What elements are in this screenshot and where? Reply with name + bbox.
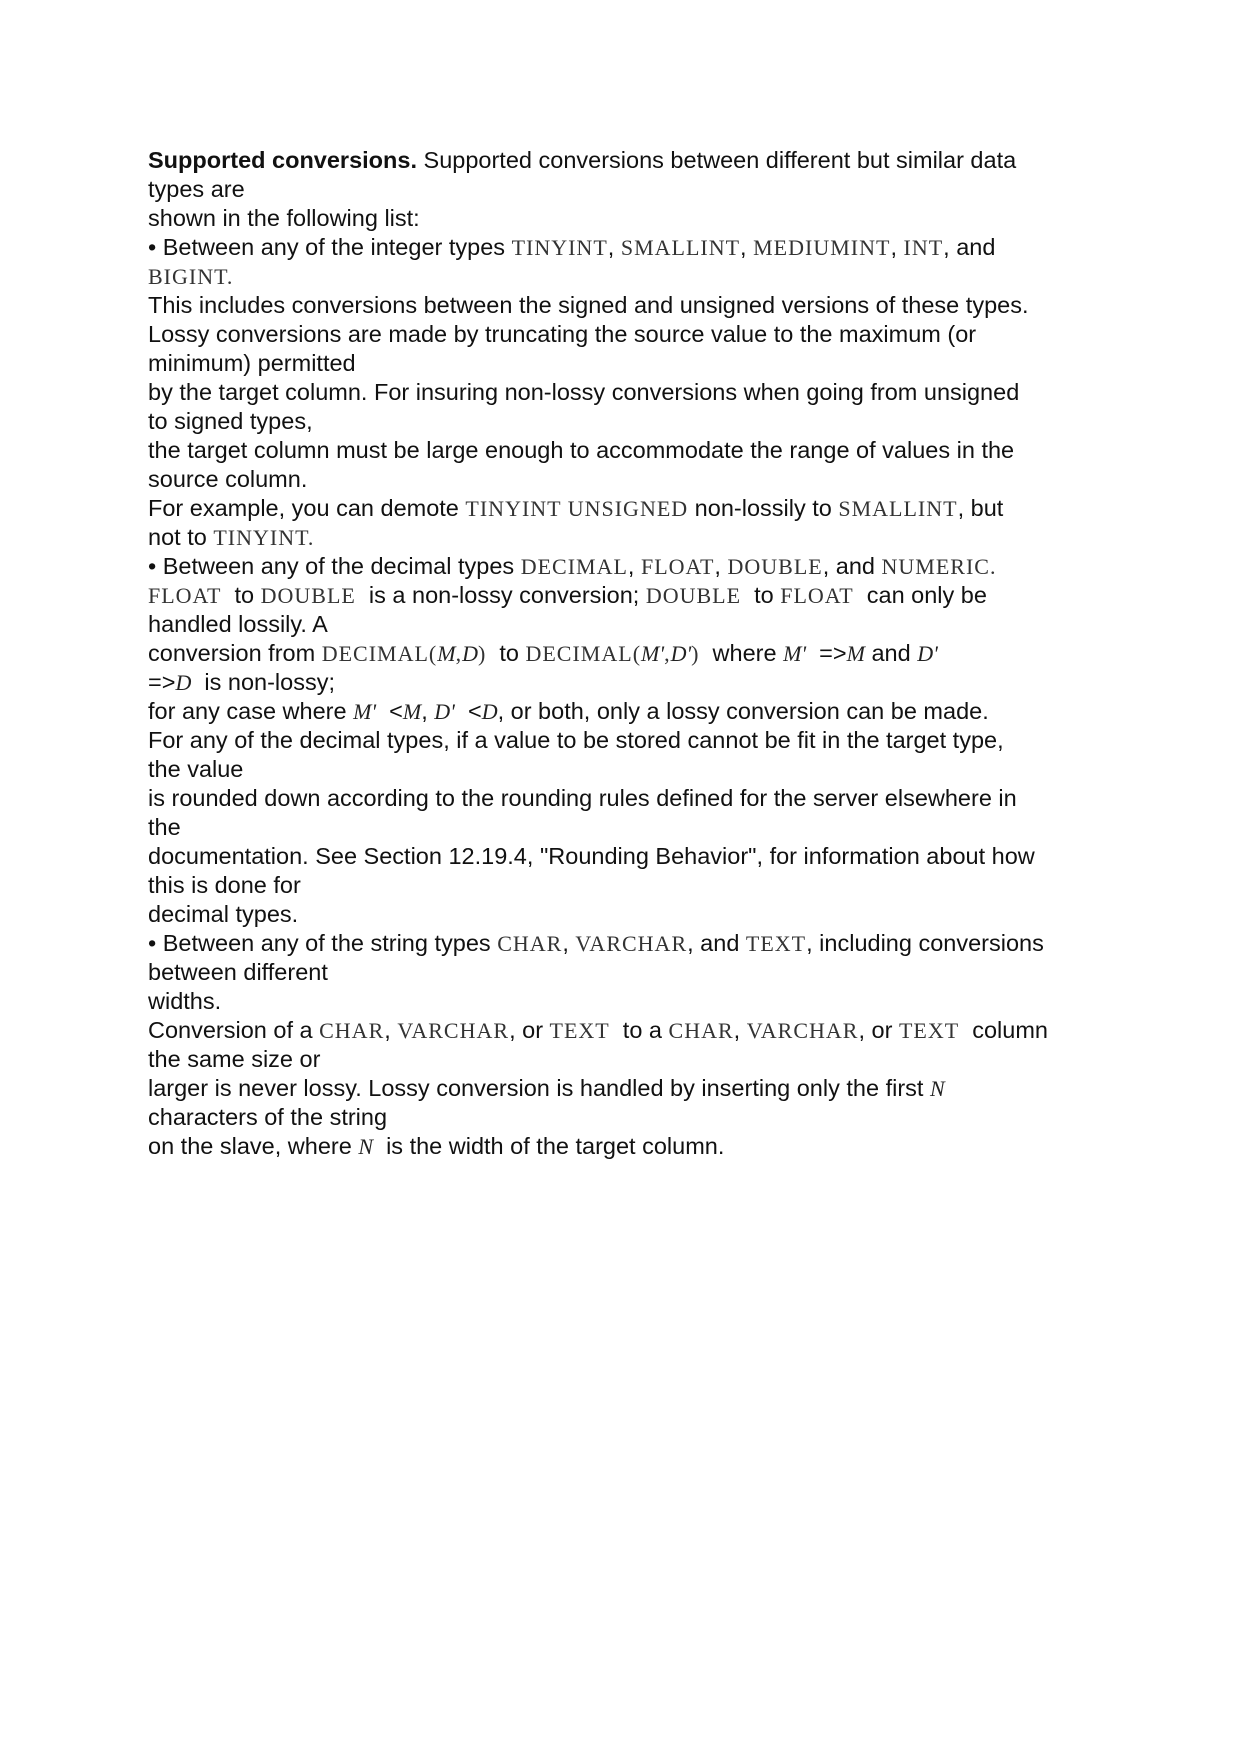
code-term: TEXT [549, 1018, 610, 1043]
code-term: VARCHAR [575, 931, 688, 956]
code-term: TEXT [745, 931, 807, 956]
text-run: • Between any of the integer types [148, 234, 512, 260]
text-line [148, 204, 1098, 233]
text-run: , [714, 553, 728, 579]
math-variable: D [462, 641, 478, 666]
text-run: , [607, 234, 621, 260]
code-term: TINYINT UNSIGNED [465, 496, 689, 521]
text-run: widths. [148, 988, 222, 1014]
math-variable: N [358, 1134, 374, 1159]
text-line [148, 175, 1098, 204]
text-run: This includes conversions between the signed and unsigned versions of these types. [148, 292, 1029, 318]
text-line [148, 436, 1098, 465]
text-line [148, 871, 1098, 900]
text-run: , [740, 234, 754, 260]
text-line [148, 639, 1098, 668]
text-run: to [486, 640, 526, 666]
text-line [148, 1045, 1098, 1074]
code-term: TEXT [898, 1018, 960, 1043]
code-term: VARCHAR [746, 1018, 859, 1043]
text-line [148, 668, 1098, 697]
code-term: FLOAT [780, 583, 854, 608]
text-run: , [890, 234, 904, 260]
text-run: by the target column. For insuring non-lossy conversions when going from unsigned [148, 379, 1020, 405]
math-variable: N [929, 1076, 945, 1101]
text-run: is rounded down according to the rounding rules defined for the server elsewhere in [148, 785, 1017, 811]
code-term: DECIMAL( [321, 641, 438, 666]
text-run: Supported conversions between different but similar data [417, 147, 1017, 173]
text-line [148, 900, 1098, 929]
text-run: is non-lossy; [191, 669, 336, 695]
text-line [148, 987, 1098, 1016]
text-run: < [454, 698, 482, 724]
text-run: is the width of the target column. [373, 1133, 725, 1159]
text-line [148, 465, 1098, 494]
text-line [148, 494, 1098, 523]
code-term: , [664, 641, 671, 666]
text-line [148, 726, 1098, 755]
code-term: INT [903, 235, 944, 260]
text-line [148, 233, 1098, 262]
text-line [148, 929, 1098, 958]
text-run: , and [687, 930, 746, 956]
text-run: documentation. See Section 12.19.4, "Rounding Behavior", for information about how [148, 843, 1035, 869]
text-run: and [864, 640, 918, 666]
text-run: Lossy conversions are made by truncating the source value to the maximum (or [148, 321, 977, 347]
text-run: , or [858, 1017, 899, 1043]
text-run: source column. [148, 466, 308, 492]
math-variable: D' [434, 699, 455, 724]
text-run: shown in the following list: [148, 205, 420, 231]
math-variable: D' [670, 641, 692, 666]
text-run: can only be [853, 582, 987, 608]
text-run: minimum) permitted [148, 350, 356, 376]
text-run: larger is never lossy. Lossy conversion is handled by inserting only the first [148, 1075, 930, 1101]
text-run: handled lossily. A [148, 611, 328, 637]
text-run: where [699, 640, 784, 666]
document-body [148, 146, 1098, 1161]
math-variable: D [175, 670, 192, 695]
math-variable: M' [783, 641, 807, 666]
code-term: NUMERIC. [881, 554, 997, 579]
text-line [148, 349, 1098, 378]
text-run: characters of the string [148, 1104, 388, 1130]
text-run: , [733, 1017, 747, 1043]
text-run: , [627, 553, 641, 579]
text-run: • Between any of the string types [148, 930, 498, 956]
text-run: , and [943, 234, 996, 260]
text-run: => [148, 669, 176, 695]
code-term: CHAR [668, 1018, 734, 1043]
text-run: not to [148, 524, 214, 550]
code-term: ) [477, 641, 487, 666]
text-line [148, 523, 1098, 552]
text-line [148, 784, 1098, 813]
text-run: decimal types. [148, 901, 299, 927]
text-line [148, 552, 1098, 581]
text-run: the [148, 814, 181, 840]
code-term: , [455, 641, 463, 666]
text-run: to [741, 582, 781, 608]
code-term: FLOAT [148, 583, 222, 608]
math-variable: D [481, 699, 498, 724]
text-line [148, 610, 1098, 639]
code-term: BIGINT. [148, 264, 234, 289]
code-term: CHAR [319, 1018, 385, 1043]
text-run: => [806, 640, 847, 666]
text-run: to [221, 582, 261, 608]
code-term: VARCHAR [397, 1018, 510, 1043]
text-run: , including conversions [806, 930, 1044, 956]
text-run: this is done for [148, 872, 301, 898]
text-run: for any case where [148, 698, 354, 724]
code-term: DECIMAL( [525, 641, 642, 666]
code-term: DECIMAL [520, 554, 628, 579]
text-line [148, 262, 1098, 291]
math-variable: D' [917, 641, 938, 666]
math-variable: M' [641, 641, 665, 666]
code-term: TINYINT [511, 235, 608, 260]
text-line [148, 1016, 1098, 1045]
text-run: types are [148, 176, 245, 202]
text-run: column [959, 1017, 1048, 1043]
text-run: to signed types, [148, 408, 313, 434]
text-run: , or both, only a lossy conversion can be made. [497, 698, 989, 724]
text-run: non-lossily to [688, 495, 839, 521]
text-line [148, 1103, 1098, 1132]
text-run: < [376, 698, 403, 724]
text-run: is a non-lossy conversion; [355, 582, 646, 608]
code-term: SMALLINT [620, 235, 741, 260]
text-line [148, 697, 1098, 726]
text-line [148, 378, 1098, 407]
text-run: , and [822, 553, 882, 579]
text-run: between different [148, 959, 328, 985]
text-line [148, 1074, 1098, 1103]
code-term: ) [691, 641, 700, 666]
math-variable: M [846, 641, 865, 666]
text-run: the target column must be large enough to accommodate the range of values in the [148, 437, 1015, 463]
code-term: MEDIUMINT [753, 235, 891, 260]
text-run: , or [509, 1017, 550, 1043]
text-run: For any of the decimal types, if a value to be stored cannot be fit in the target type, [148, 727, 1004, 753]
text-run: the same size or [148, 1046, 321, 1072]
bold-heading-text: Supported conversions. [148, 147, 417, 173]
text-run: to a [609, 1017, 669, 1043]
text-line [148, 291, 1098, 320]
text-run: , but [957, 495, 1004, 521]
math-variable: M' [353, 699, 377, 724]
text-line [148, 581, 1098, 610]
text-run: , [421, 698, 435, 724]
text-line [148, 813, 1098, 842]
text-line [148, 755, 1098, 784]
text-run: , [384, 1017, 398, 1043]
text-run: on the slave, where [148, 1133, 359, 1159]
code-term: TINYINT. [213, 525, 315, 550]
text-line [148, 407, 1098, 436]
text-run: Conversion of a [148, 1017, 320, 1043]
text-run: For example, you can demote [148, 495, 466, 521]
text-line [148, 320, 1098, 349]
code-term: DOUBLE [260, 583, 356, 608]
text-line [148, 1132, 1098, 1161]
code-term: CHAR [497, 931, 563, 956]
text-line [148, 146, 1098, 175]
code-term: DOUBLE [645, 583, 742, 608]
math-variable: M [402, 699, 422, 724]
code-term: FLOAT [640, 554, 715, 579]
text-run: conversion from [148, 640, 322, 666]
text-run: the value [148, 756, 244, 782]
text-line [148, 958, 1098, 987]
code-term: SMALLINT [838, 496, 958, 521]
code-term: DOUBLE [727, 554, 823, 579]
text-line [148, 842, 1098, 871]
text-run: , [562, 930, 576, 956]
math-variable: M [437, 641, 456, 666]
text-run: • Between any of the decimal types [148, 553, 521, 579]
